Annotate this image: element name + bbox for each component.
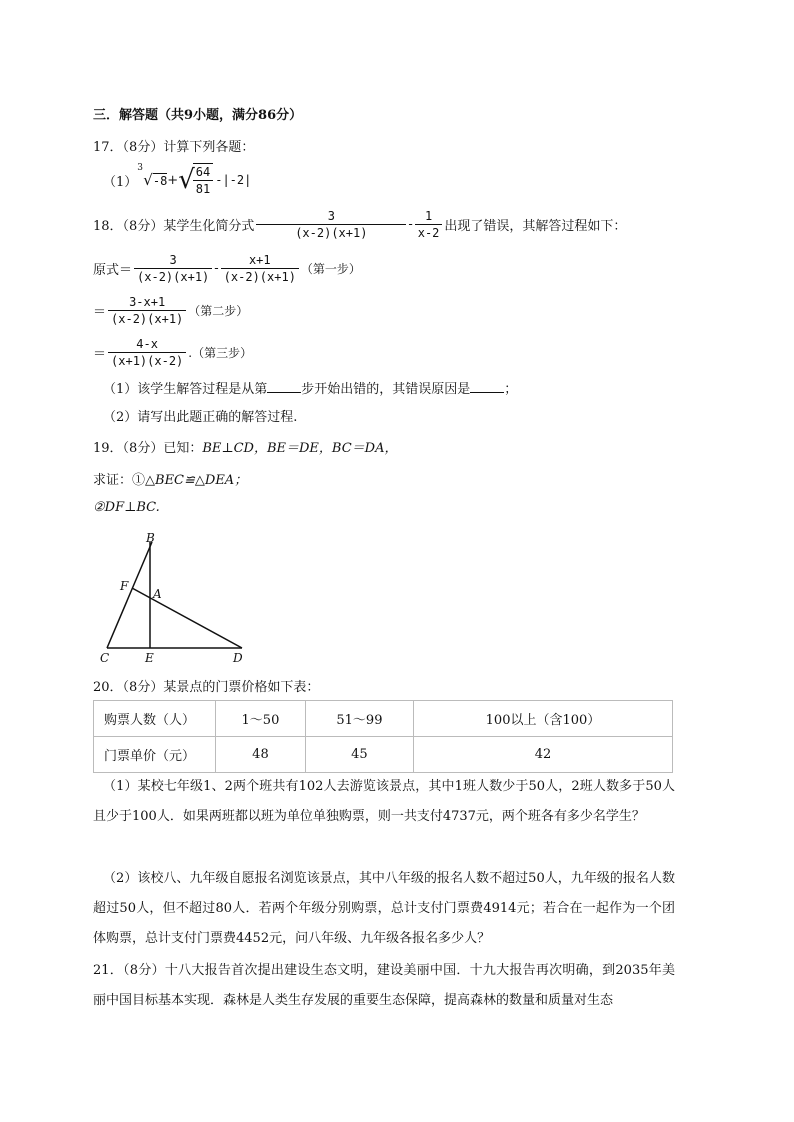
q17-cube-radicand: -8 bbox=[152, 174, 168, 188]
q21-text: 21．（8分）十八大报告首次提出建设生态文明，建设美丽中国．十九大报告再次明确，到2035年美丽中国目标基本实现．森林是人类生存发展的重要生态保障，提高森林的数量和质量对生态 bbox=[93, 963, 675, 1008]
q18-step1-minus: - bbox=[214, 260, 219, 276]
q18-minus: - bbox=[408, 216, 413, 232]
q18-step1 bbox=[93, 248, 361, 288]
q17-sqrt-num: 64 bbox=[193, 164, 213, 181]
label-d: D bbox=[233, 651, 243, 665]
q18-step3 bbox=[93, 332, 252, 372]
q18-s1-f1-num: 3 bbox=[134, 252, 212, 269]
q18-head-tail: 出现了错误，其解答过程如下： bbox=[444, 218, 627, 234]
q18-s1-f2-den: (x-2)(x+1) bbox=[223, 269, 296, 284]
q18-sub1 bbox=[103, 378, 517, 397]
q18-step2-eq: ＝ bbox=[93, 304, 107, 320]
table-cell: 51～99 bbox=[305, 701, 413, 737]
q18-s3-num: 4-x bbox=[108, 336, 186, 353]
q19-prove2: ②DF⊥BC. bbox=[93, 500, 160, 515]
label-a: A bbox=[153, 587, 162, 601]
q18-sub1-a: （1）该学生解答过程是从第 bbox=[103, 382, 268, 397]
q20-head: 20．（8分）某景点的门票价格如下表： bbox=[93, 680, 320, 695]
q18-step1-label: （第一步） bbox=[300, 261, 361, 276]
q17-tail: -|-2| bbox=[215, 173, 252, 187]
q19-head-line bbox=[93, 437, 397, 456]
q19-figure bbox=[95, 528, 255, 668]
q19-given: BE⊥CD，BE＝DE，BC＝DA， bbox=[202, 441, 398, 456]
table-cell: 42 bbox=[413, 737, 672, 773]
q17-sqrt-den: 81 bbox=[195, 182, 211, 196]
q18-fraction-1 bbox=[256, 208, 406, 241]
q18-s1-f1-den: (x-2)(x+1) bbox=[137, 269, 210, 284]
q18-step2-label: （第二步） bbox=[188, 303, 249, 318]
table-cell: 1～50 bbox=[216, 701, 306, 737]
q18-step3-label: .（第三步） bbox=[188, 345, 253, 360]
q19-head: 19．（8分）已知： bbox=[93, 441, 203, 456]
q19-prove1: △BEC≌△DEA； bbox=[145, 473, 248, 488]
q17-cube-root: 3 √-8 bbox=[137, 163, 168, 189]
q17-square-root: √ $\frac{64}{81}$ bbox=[178, 163, 215, 197]
table-row bbox=[94, 737, 673, 773]
q18-blank-2[interactable] bbox=[470, 380, 504, 393]
q18-sub1-b: 步开始出错的，其错误原因是 bbox=[301, 382, 471, 397]
q18-step1-f2 bbox=[221, 252, 299, 285]
q18-f1-num: 3 bbox=[256, 208, 406, 225]
table-cell: 100以上（含100） bbox=[413, 701, 672, 737]
label-e: E bbox=[145, 651, 154, 665]
q18-step1-f1 bbox=[134, 252, 212, 285]
table-row bbox=[94, 701, 673, 737]
q18-f2-num: 1 bbox=[415, 208, 443, 225]
q18-blank-1[interactable] bbox=[267, 380, 301, 393]
q18-step2 bbox=[93, 290, 248, 330]
q18-s2-den: (x-2)(x+1) bbox=[111, 311, 184, 326]
q18-s1-f2-num: x+1 bbox=[221, 252, 299, 269]
q18-s3-den: (x+1)(x-2) bbox=[111, 353, 184, 368]
q18-step3-fraction bbox=[108, 336, 186, 369]
q18-step3-eq: ＝ bbox=[93, 346, 107, 362]
q19-prove-line bbox=[93, 469, 247, 488]
q18-s2-num: 3-x+1 bbox=[108, 294, 186, 311]
q18-f1-den: (x-2)(x+1) bbox=[295, 225, 368, 240]
q17-part1-label: （1） bbox=[103, 174, 138, 190]
q18-sub1-c: ； bbox=[504, 382, 518, 397]
section-title: 三．解答题（共9小题，满分86分） bbox=[93, 108, 303, 123]
q18-fraction-2 bbox=[415, 208, 443, 241]
q17-cube-index: 3 bbox=[137, 163, 144, 173]
line-fd bbox=[132, 588, 242, 648]
q18-head: 18．（8分）某学生化简分式 bbox=[93, 218, 255, 234]
q18-step1-prefix: 原式＝ bbox=[93, 262, 133, 278]
q17-plus: + bbox=[167, 172, 179, 188]
q17-head: 17．（8分）计算下列各题： bbox=[93, 140, 255, 155]
ticket-price-table bbox=[93, 700, 673, 773]
q18-f2-den: x-2 bbox=[417, 225, 440, 240]
table-cell: 45 bbox=[305, 737, 413, 773]
q18-head-line bbox=[93, 204, 626, 244]
q20-part1: （1）某校七年级1、2两个班共有102人去游览该景点，其中1班人数少于50人，2班人数多于50人且少于100人．如果两班都以班为单位单独购票，则一共支付4737元，两个班各有多少名学生？ bbox=[93, 779, 675, 824]
q20-part2: （2）该校八、九年级自愿报名浏览该景点，其中八年级的报名人数不超过50人，九年级的报名人数超过50人，但不超过80人．若两个年级分别购票，总计支付门票费4914元；若合在一起作为一个团体购票，总计支付门票费4452元，问八年级、九年级各报名多少人？ bbox=[93, 871, 675, 946]
q18-sub2: （2）请写出此题正确的解答过程. bbox=[103, 410, 298, 425]
table-cell: 门票单价（元） bbox=[94, 737, 216, 773]
table-cell: 购票人数（人） bbox=[94, 701, 216, 737]
q17-expression bbox=[103, 162, 251, 198]
label-b: B bbox=[146, 531, 155, 545]
label-f: F bbox=[120, 579, 129, 593]
label-c: C bbox=[100, 651, 110, 665]
q18-step2-fraction bbox=[108, 294, 186, 327]
table-cell: 48 bbox=[216, 737, 306, 773]
q19-prove-label: 求证：① bbox=[93, 473, 146, 488]
